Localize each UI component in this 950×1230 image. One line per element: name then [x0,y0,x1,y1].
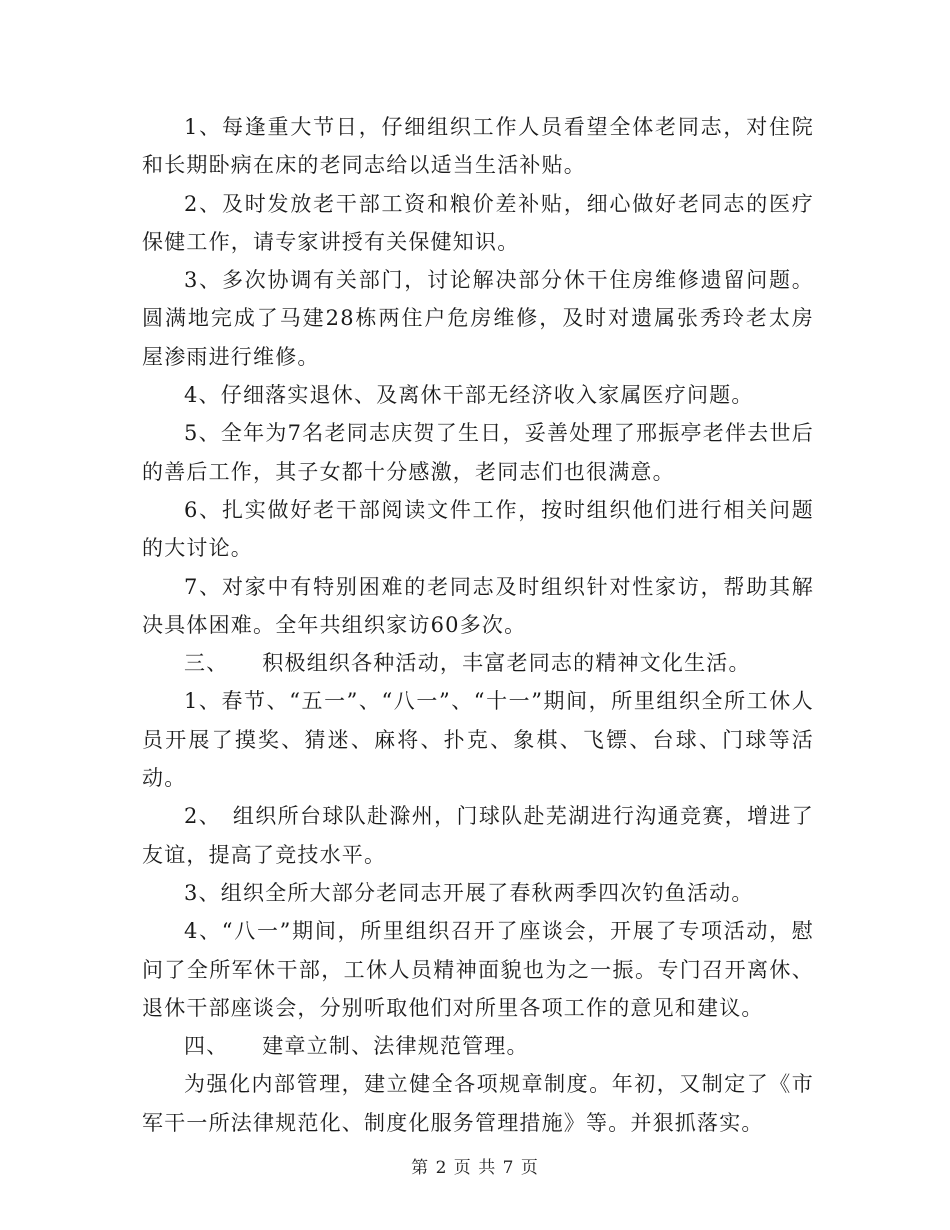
paragraph-2: 2、及时发放老干部工资和粮价差补贴，细心做好老同志的医疗保健工作，请专家讲授有关保健知识。 [142,191,814,254]
section-heading-4: 四、 建章立制、法律规范管理。 [184,1034,529,1059]
paragraph-12: 为强化内部管理，建立健全各项规章制度。年初，又制定了《市军干一所法律规范化、制度化服务管理措施》等。并狠抓落实。 [142,1072,814,1135]
paragraph-6: 6、扎实做好老干部阅读文件工作，按时组织他们进行相关问题的大讨论。 [142,497,814,561]
paragraph-1: 1、每逢重大节日，仔细组织工作人员看望全体老同志，对住院和长期卧病在床的老同志给以适当生活补贴。 [142,115,814,178]
paragraph-5: 5、全年为7名老同志庆贺了生日，妥善处理了邢振亭老伴去世后的善后工作，其子女都十分感激，老同志们也很满意。 [142,421,814,484]
paragraph-8: 1、春节、“五一”、“八一”、“十一”期间，所里组织全所工休人员开展了摸奖、猜迷、麻将、扑克、象棋、飞镖、台球、门球等活动。 [142,689,814,791]
paragraph-9: 2、 组织所台球队赴滁州，门球队赴芜湖进行沟通竞赛，增进了友谊，提高了竞技水平。 [142,804,814,867]
section-heading-3: 三、 积极组织各种活动，丰富老同志的精神文化生活。 [184,651,751,676]
page-number-footer: 第 2 页 共 7 页 [411,1158,539,1178]
paragraph-7: 7、对家中有特别困难的老同志及时组织针对性家访，帮助其解决具体困难。全年共组织家访60多次。 [142,574,814,637]
document-body [142,108,814,1142]
paragraph-10: 3、组织全所大部分老同志开展了春秋两季四次钓鱼活动。 [184,880,754,905]
paragraph-4: 4、仔细落实退休、及离休干部无经济收入家属医疗问题。 [184,383,754,408]
paragraph-11: 4、“八一”期间，所里组织召开了座谈会，开展了专项活动，慰问了全所军休干部，工休人员精神面貌也为之一振。专门召开离休、退休干部座谈会，分别听取他们对所里各项工作的意见和建议。 [142,919,814,1020]
paragraph-3: 3、多次协调有关部门，讨论解决部分休干住房维修遗留问题。圆满地完成了马建28栋两住户危房维修，及时对遗属张秀玲老太房屋渗雨进行维修。 [142,268,814,369]
